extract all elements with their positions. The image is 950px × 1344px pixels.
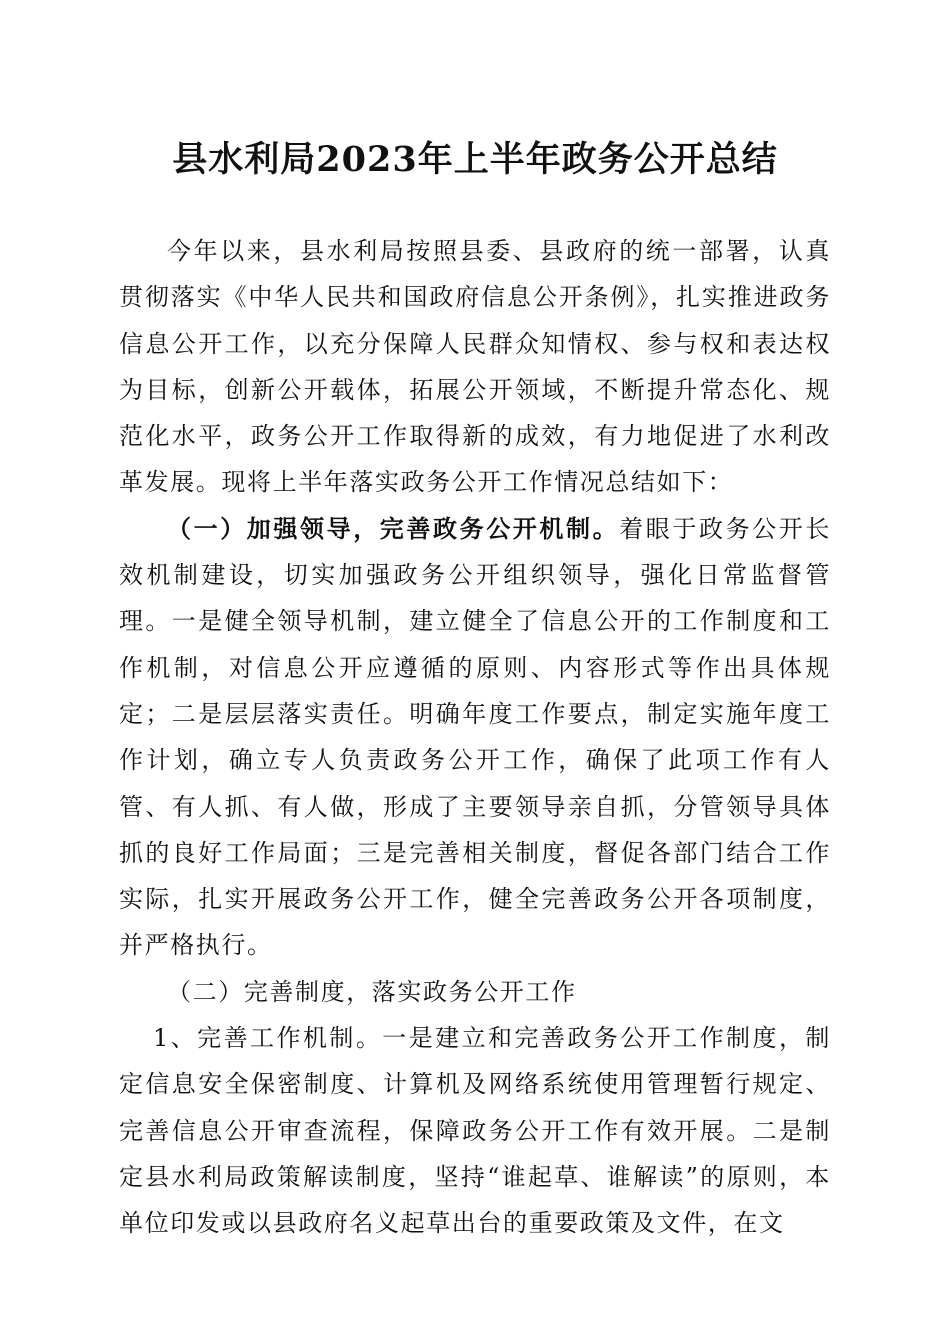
section-1-paragraph [119,506,831,969]
section-2-heading: （二）完善制度，落实政务公开工作 [167,977,577,1006]
section-2-item-1: 1、完善工作机制。一是建立和完善政务公开工作制度，制定信息安全保密制度、计算机及网络系统使用管理暂行规定、完善信息公开审查流程，保障政务公开工作有效开展。二是制定县水利局政策解读制度，坚持“谁起草、谁解读”的原则，本单位印发或以县政府名义起草出台的重要政策及文件，在文 [119,1024,831,1238]
document-title: 县水利局2023年上半年政务公开总结 [172,139,778,180]
intro-paragraph: 今年以来，县水利局按照县委、县政府的统一部署，认真贯彻落实《中华人民共和国政府信息公开条例》，扎实推进政务信息公开工作，以充分保障人民群众知情权、参与权和表达权为目标，创新公开载体，拓展公开领域，不断提升常态化、规范化水平，政务公开工作取得新的成效，有力地促进了水利改革发展。现将上半年落实政务公开工作情况总结如下： [119,237,831,497]
section-1-heading: （一）加强领导，完善政务公开机制。 [167,513,620,543]
section-1-text: 着眼于政务公开长效机制建设，切实加强政务公开组织领导，强化日常监督管理。一是健全领导机制，建立健全了信息公开的工作制度和工作机制，对信息公开应遵循的原则、内容形式等作出具体规定；二是层层落实责任。明确年度工作要点，制定实施年度工作计划，确立专人负责政务公开工作，确保了此项工作有人管、有人抓、有人做，形成了主要领导亲自抓，分管领导具体抓的良好工作局面；三是完善相关制度，督促各部门结合工作实际，扎实开展政务公开工作，健全完善政务公开各项制度，并严格执行。 [119,514,831,960]
document-body [119,228,831,1247]
